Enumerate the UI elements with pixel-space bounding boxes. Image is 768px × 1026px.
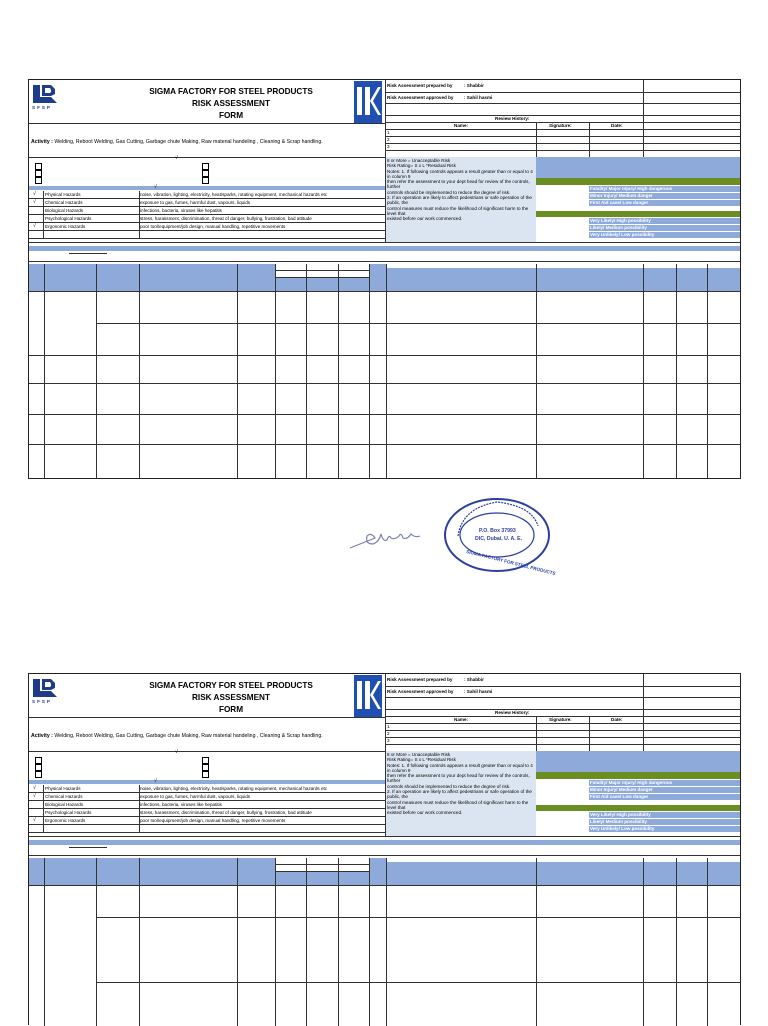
name-column-header: Name: bbox=[454, 717, 469, 722]
stamp-city: DIC, Dubai, U. A. E. bbox=[475, 536, 523, 542]
main-table-header bbox=[29, 858, 740, 885]
severity-row bbox=[589, 200, 740, 206]
severity-label: Fatality/ Major Injury/ High dangerous bbox=[590, 186, 673, 191]
severity-label: First Aid case/ Low danger bbox=[590, 794, 649, 799]
hazard-desc: poor tool/equipment/job design, manual handling, repetitive movements bbox=[140, 818, 286, 823]
checkbox[interactable] bbox=[202, 177, 209, 184]
note-line: 2. If an operation are likely to affect pedestrians or safe operation of the public, the bbox=[387, 195, 532, 206]
checkbox[interactable] bbox=[35, 771, 42, 778]
severity-label: Minor Injury/ Medium danger bbox=[590, 787, 653, 792]
stamp-pobox: P.O. Box 37993 bbox=[479, 528, 516, 534]
stamp-company: SIGMA FACTORY FOR STEEL PRODUCTS bbox=[465, 548, 557, 577]
checkbox[interactable] bbox=[202, 757, 209, 764]
company-name: SIGMA FACTORY FOR STEEL PRODUCTS bbox=[149, 87, 313, 96]
approved-value: : Sahil hasmi bbox=[464, 95, 493, 100]
note-line: then refer the assessment to your dept head for review of the controls, further bbox=[387, 179, 530, 190]
notes-box bbox=[386, 157, 536, 242]
sfsp-logo-icon bbox=[31, 677, 59, 699]
review-row-2: 2 bbox=[387, 137, 390, 142]
severity-row bbox=[589, 780, 740, 786]
likelihood-row bbox=[589, 232, 740, 238]
signature-column-header: Signature: bbox=[549, 123, 572, 128]
ik-logo-icon bbox=[354, 81, 382, 123]
activity-label: Activity : bbox=[31, 733, 53, 739]
tick-mark: √ bbox=[33, 793, 36, 799]
hazard-desc: stress, harassment, discrimination, threat of danger, bullying, frustration, bad attitude bbox=[140, 810, 312, 815]
form-word: FORM bbox=[218, 705, 244, 714]
hazard-row bbox=[29, 817, 385, 825]
activity-line bbox=[31, 139, 323, 145]
legend-green-band bbox=[536, 772, 740, 779]
section-band bbox=[29, 246, 740, 251]
legend-green-band bbox=[536, 178, 740, 185]
prepared-value: : Shabbir bbox=[464, 83, 484, 88]
section-band bbox=[29, 186, 385, 190]
hazard-name: Chemical Hazards bbox=[45, 200, 83, 205]
prepared-value: : Shabbir bbox=[464, 677, 484, 682]
checkbox[interactable] bbox=[35, 177, 42, 184]
legend-green-band bbox=[536, 211, 740, 217]
approved-label: Risk Assessment approved by bbox=[387, 689, 454, 694]
note-line: 8 or More = Unacceptable Risk bbox=[387, 752, 451, 757]
likelihood-row bbox=[589, 218, 740, 224]
review-row-1: 1 bbox=[387, 724, 390, 729]
hazard-desc: infections, bacteria, viruses like hepatitis bbox=[140, 208, 222, 213]
name-column-header: Name: bbox=[454, 123, 469, 128]
signature bbox=[345, 520, 425, 555]
hazard-desc: exposure to gas, fumes, harmful dust, vapours, liquids bbox=[140, 794, 251, 799]
hazard-name: Biological Hazards bbox=[45, 802, 84, 807]
header-subgrid bbox=[386, 858, 740, 862]
note-line: controls should be implemented to reduce the degree of risk. bbox=[387, 189, 511, 195]
note-line: 8 or More = Unacceptable Risk bbox=[387, 158, 451, 163]
hazard-desc: noise, vibration, lighting, electricity, heat/sparks, rotating equipment, mechanical hazards etc bbox=[140, 786, 328, 791]
approved-label: Risk Assessment approved by bbox=[387, 95, 454, 100]
review-row-2: 2 bbox=[387, 731, 390, 736]
tick-mark: √ bbox=[33, 191, 36, 197]
hazard-list bbox=[29, 785, 385, 836]
legend-green-band bbox=[536, 805, 740, 811]
likelihood-label: Very Likely/ High possibility bbox=[590, 812, 651, 817]
note-line: existed before our work commenced. bbox=[387, 810, 463, 816]
severity-label: First Aid case/ Low danger bbox=[590, 200, 649, 205]
sfsp-logo bbox=[31, 83, 59, 115]
note-line: then refer the assessment to your dept head for review of the controls, further bbox=[387, 773, 530, 784]
likelihood-label: Very Unlikely/ Low possibility bbox=[590, 826, 655, 831]
hazard-name: Biological Hazards bbox=[45, 208, 84, 213]
checkbox[interactable] bbox=[35, 764, 42, 771]
section-band bbox=[29, 780, 385, 784]
tick-mark: √ bbox=[154, 184, 157, 190]
sfsp-logo bbox=[31, 677, 59, 709]
note-line: Risk Rating= S x L *Residual Risk bbox=[387, 757, 456, 763]
risk-assessment-form-2 bbox=[28, 673, 741, 1025]
hazard-desc: poor tool/equipment/job design, manual handling, repetitive movements bbox=[140, 224, 286, 229]
hazard-name: Chemical Hazards bbox=[45, 794, 83, 799]
hazard-row bbox=[29, 223, 385, 231]
hazard-name: Psychological Hazards bbox=[45, 810, 92, 815]
prepared-label: Risk Assessment prepared by bbox=[387, 83, 453, 88]
hazard-name: Physical Hazards bbox=[45, 786, 81, 791]
ik-logo bbox=[354, 675, 382, 717]
approved-value: : Sahil hasmi bbox=[464, 689, 493, 694]
checkbox[interactable] bbox=[202, 163, 209, 170]
likelihood-row bbox=[589, 225, 740, 231]
hazard-row bbox=[29, 215, 385, 223]
hazard-desc: exposure to gas, fumes, harmful dust, vapours, liquids bbox=[140, 200, 251, 205]
hazard-row bbox=[29, 785, 385, 793]
severity-label: Minor Injury/ Medium danger bbox=[590, 193, 653, 198]
hazard-row bbox=[29, 191, 385, 199]
hazard-row bbox=[29, 207, 385, 215]
activity-text: Welding, Reboot Welding, Gas Cutting, Garbage chute Making, Raw material handeling , Cleaning & Scrap handling. bbox=[54, 139, 323, 145]
note-line: control measures must reduce the likelihood of significant harm to the level that bbox=[387, 799, 529, 810]
severity-row bbox=[589, 787, 740, 793]
likelihood-row bbox=[589, 826, 740, 832]
tick-mark: √ bbox=[33, 785, 36, 791]
hazard-row bbox=[29, 801, 385, 809]
activity-label: Activity : bbox=[31, 139, 53, 145]
hazard-name: Ergonomic Hazards bbox=[45, 224, 86, 229]
date-column-header: Date: bbox=[611, 717, 623, 722]
likelihood-label: Very Unlikely/ Low possibility bbox=[590, 232, 655, 237]
likelihood-row bbox=[589, 819, 740, 825]
tick-mark: √ bbox=[33, 199, 36, 205]
tick-mark: √ bbox=[175, 749, 178, 755]
checkbox[interactable] bbox=[35, 170, 42, 177]
checkbox[interactable] bbox=[202, 771, 209, 778]
note-line: 2. If an operation are likely to affect pedestrians or safe operation of the public, the bbox=[387, 789, 532, 800]
sfsp-logo-icon bbox=[31, 83, 59, 105]
hazard-row bbox=[29, 231, 385, 239]
form-title: RISK ASSESSMENT bbox=[192, 693, 270, 702]
hazard-row bbox=[29, 793, 385, 801]
note-line: Notes: 1. If following controls appears a result greater than or equal to 4 in column 9 bbox=[387, 168, 533, 179]
legend-header-band bbox=[536, 157, 740, 178]
notes-box bbox=[386, 751, 536, 836]
review-row-3: 3 bbox=[387, 144, 390, 149]
tick-mark: √ bbox=[154, 778, 157, 784]
likelihood-label: Likely/ Medium possibility bbox=[590, 819, 647, 824]
tick-mark: √ bbox=[175, 155, 178, 161]
hazard-row bbox=[29, 825, 385, 833]
severity-row bbox=[589, 794, 740, 800]
ik-logo-icon bbox=[354, 675, 382, 717]
prepared-label: Risk Assessment prepared by bbox=[387, 677, 453, 682]
tick-mark: √ bbox=[33, 223, 36, 229]
checkbox[interactable] bbox=[202, 764, 209, 771]
likelihood-label: Very Likely/ High possibility bbox=[590, 218, 651, 223]
notes-text bbox=[387, 158, 535, 222]
review-history-label: Review History: bbox=[495, 116, 530, 121]
checkbox[interactable] bbox=[202, 170, 209, 177]
hazard-row bbox=[29, 199, 385, 207]
legend-header-band bbox=[536, 751, 740, 772]
activity-line bbox=[31, 733, 323, 739]
note-line: Notes: 1. If following controls appears a result greater than or equal to 4 in column 9 bbox=[387, 762, 533, 773]
likelihood-row bbox=[589, 812, 740, 818]
activity-text: Welding, Reboot Welding, Gas Cutting, Garbage chute Making, Raw material handeling , Cleaning & Scrap handling. bbox=[54, 733, 323, 739]
tick-mark: √ bbox=[33, 817, 36, 823]
severity-row bbox=[589, 193, 740, 199]
likelihood-label: Likely/ Medium possibility bbox=[590, 225, 647, 230]
note-line: Risk Rating= S x L *Residual Risk bbox=[387, 163, 456, 169]
hazard-list bbox=[29, 191, 385, 242]
hazard-name: Psychological Hazards bbox=[45, 216, 92, 221]
main-table-header bbox=[29, 264, 740, 291]
checkbox[interactable] bbox=[35, 163, 42, 170]
risk-assessment-form-1 bbox=[28, 79, 741, 479]
header-subgrid bbox=[386, 264, 740, 268]
logo-caption: SFSP bbox=[32, 699, 52, 704]
checkbox[interactable] bbox=[35, 757, 42, 764]
note-line: controls should be implemented to reduce the degree of risk. bbox=[387, 783, 511, 789]
form-word: FORM bbox=[218, 111, 244, 120]
hazard-row bbox=[29, 809, 385, 817]
note-line: existed before our work commenced. bbox=[387, 216, 463, 222]
date-column-header: Date: bbox=[611, 123, 623, 128]
ik-logo bbox=[354, 81, 382, 123]
hazard-name: Ergonomic Hazards bbox=[45, 818, 86, 823]
logo-caption: SFSP bbox=[32, 105, 52, 110]
note-line: control measures must reduce the likelihood of significant harm to the level that bbox=[387, 205, 529, 216]
review-history-label: Review History: bbox=[495, 710, 530, 715]
severity-label: Fatality/ Major Injury/ High dangerous bbox=[590, 780, 673, 785]
severity-row bbox=[589, 186, 740, 192]
hazard-desc: noise, vibration, lighting, electricity, heat/sparks, rotating equipment, mechanical hazards etc bbox=[140, 192, 328, 197]
hazard-name: Physical Hazards bbox=[45, 192, 81, 197]
form-title: RISK ASSESSMENT bbox=[192, 99, 270, 108]
review-row-3: 3 bbox=[387, 738, 390, 743]
notes-text bbox=[387, 752, 535, 816]
signature-column-header: Signature: bbox=[549, 717, 572, 722]
company-name: SIGMA FACTORY FOR STEEL PRODUCTS bbox=[149, 681, 313, 690]
hazard-desc: infections, bacteria, viruses like hepatitis bbox=[140, 802, 222, 807]
stamp-icon bbox=[442, 496, 552, 574]
hazard-desc: stress, harassment, discrimination, threat of danger, bullying, frustration, bad attitude bbox=[140, 216, 312, 221]
section-band bbox=[29, 840, 740, 845]
company-stamp bbox=[442, 496, 557, 577]
review-row-1: 1 bbox=[387, 130, 390, 135]
